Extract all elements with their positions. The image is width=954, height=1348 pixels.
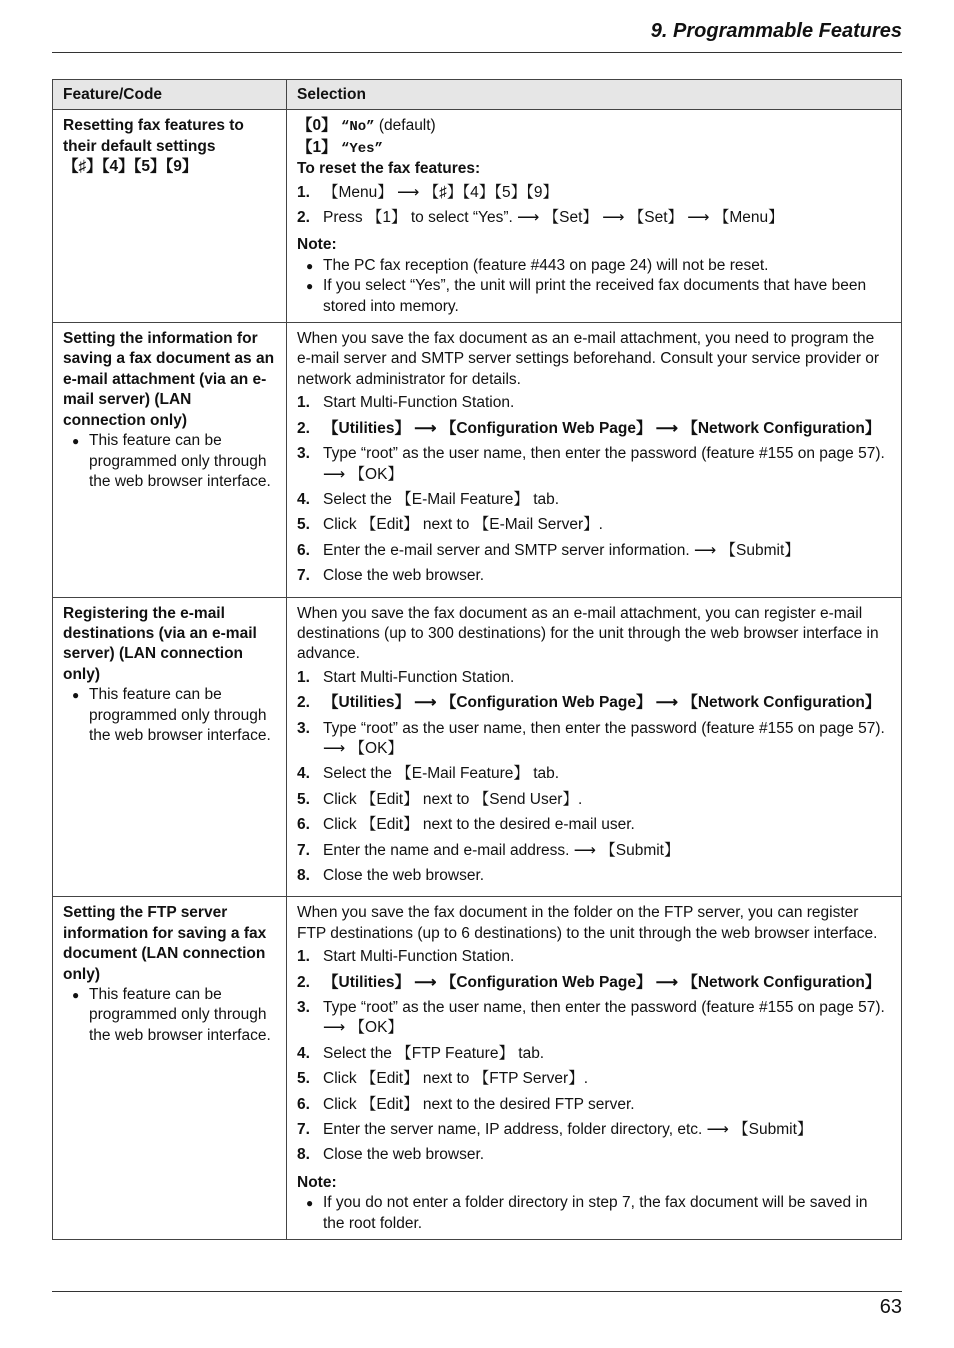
table-row [53, 897, 902, 1240]
table-row [53, 597, 902, 897]
step-text: Select the 【E-Mail Feature】 tab. [323, 490, 560, 508]
feature-cell [53, 597, 287, 897]
feature-code: 【♯】【4】【5】【9】 [63, 158, 198, 176]
step-text: Type “root” as the user name, then enter the password (feature #155 on page 57). ⟶ 【OK】 [323, 999, 885, 1037]
step-number: 4. [297, 1044, 310, 1062]
step-text: 【Utilities】 ⟶ 【Configuration Web Page】 ⟶ 【Network Configuration】 [323, 694, 881, 712]
note-item: ● If you select “Yes”, the unit will print the received fax documents that have been stored into memory. [297, 276, 891, 317]
step-text: 【Menu】 ⟶ 【♯】【4】【5】【9】 [323, 183, 558, 201]
step-number: 8. [297, 1146, 310, 1164]
note-heading: Note: [297, 1173, 337, 1191]
column-header-feature: Feature/Code [53, 80, 287, 110]
step-text: Click 【Edit】 next to 【FTP Server】. [323, 1070, 588, 1088]
procedure-step [297, 973, 891, 993]
step-number: 7. [297, 567, 310, 585]
procedure-step [297, 419, 891, 439]
step-number: 5. [297, 790, 310, 808]
feature-cell [53, 323, 287, 597]
step-number: 3. [297, 445, 310, 463]
intro-text: When you save the fax document in the folder on the FTP server, you can register FTP destinations (up to 6 destinations) to the unit through the web browser interface. [297, 904, 878, 942]
step-number: 2. [297, 973, 310, 991]
table-row [53, 323, 902, 597]
procedure-step [297, 541, 891, 561]
feature-bullet: ● This feature can be programmed only through the web browser interface. [63, 985, 276, 1046]
procedure-step [297, 490, 891, 510]
feature-bullet: ● This feature can be programmed only through the web browser interface. [63, 685, 276, 746]
step-text: Enter the name and e-mail address. ⟶ 【Submit】 [323, 841, 680, 859]
procedure-step [297, 183, 891, 203]
step-number: 2. [297, 694, 310, 712]
step-text: 【Utilities】 ⟶ 【Configuration Web Page】 ⟶ 【Network Configuration】 [323, 419, 881, 437]
step-text: Close the web browser. [323, 567, 485, 585]
option-line [297, 116, 891, 137]
step-text: Start Multi-Function Station. [323, 668, 515, 686]
step-text: Close the web browser. [323, 867, 485, 884]
step-text: Enter the server name, IP address, folder directory, etc. ⟶ 【Submit】 [323, 1121, 813, 1139]
step-text: Close the web browser. [323, 1146, 485, 1164]
column-header-selection: Selection [287, 80, 902, 110]
step-text: Select the 【E-Mail Feature】 tab. [323, 765, 560, 783]
procedure-step [297, 764, 891, 784]
step-number: 2. [297, 419, 310, 437]
procedure-step [297, 693, 891, 713]
step-text: Click 【Edit】 next to 【E-Mail Server】. [323, 516, 603, 534]
step-number: 4. [297, 490, 310, 508]
procedure-step [297, 208, 891, 228]
option-line [297, 138, 891, 159]
procedure-step [297, 1120, 891, 1140]
step-number: 8. [297, 867, 310, 884]
option-suffix: (default) [378, 117, 436, 135]
procedure-heading: To reset the fax features: [297, 160, 481, 178]
note-heading: Note: [297, 236, 337, 254]
selection-cell [287, 897, 902, 1240]
step-text: Start Multi-Function Station. [323, 948, 515, 966]
option-value: “Yes” [340, 140, 383, 157]
step-number: 6. [297, 541, 310, 559]
selection-cell [287, 597, 902, 897]
option-value: “No” [340, 119, 375, 136]
footer-rule [52, 1291, 902, 1292]
procedure-step [297, 1145, 891, 1165]
table-header-row [53, 80, 902, 110]
step-number: 5. [297, 516, 310, 534]
step-text: Type “root” as the user name, then enter the password (feature #155 on page 57). ⟶ 【OK】 [323, 445, 885, 483]
step-text: Click 【Edit】 next to 【Send User】. [323, 790, 583, 808]
table-row [53, 110, 902, 323]
selection-cell [287, 323, 902, 597]
intro-text: When you save the fax document as an e-mail attachment, you can register e-mail destinations (up to 300 destinations) for the unit through the web browser interface in advance. [297, 604, 879, 663]
selection-cell [287, 110, 902, 323]
step-text: Click 【Edit】 next to the desired e-mail user. [323, 816, 635, 834]
note-item: ● The PC fax reception (feature #443 on page 24) will not be reset. [297, 256, 891, 276]
step-number: 1. [297, 183, 310, 201]
procedure-step [297, 790, 891, 810]
procedure-step [297, 566, 891, 586]
step-text: Enter the e-mail server and SMTP server information. ⟶ 【Submit】 [323, 541, 800, 559]
step-number: 6. [297, 1095, 310, 1113]
step-number: 5. [297, 1070, 310, 1088]
procedure-step [297, 515, 891, 535]
procedure-step [297, 668, 891, 688]
step-text: 【Utilities】 ⟶ 【Configuration Web Page】 ⟶ 【Network Configuration】 [323, 973, 881, 991]
procedure-step [297, 947, 891, 967]
procedure-step [297, 1095, 891, 1115]
procedure-step [297, 998, 891, 1039]
step-text: Press 【1】 to select “Yes”. ⟶ 【Set】 ⟶ 【Set】 ⟶ 【Menu】 [323, 209, 784, 227]
step-text: Click 【Edit】 next to the desired FTP server. [323, 1095, 635, 1113]
step-number: 6. [297, 816, 310, 834]
procedure-step [297, 1044, 891, 1064]
procedure-step [297, 393, 891, 413]
step-number: 1. [297, 948, 310, 966]
step-text: Select the 【FTP Feature】 tab. [323, 1044, 545, 1062]
section-title: 9. Programmable Features [650, 20, 902, 42]
step-number: 3. [297, 719, 310, 737]
step-number: 4. [297, 765, 310, 783]
feature-table [52, 79, 902, 1240]
step-number: 7. [297, 841, 310, 859]
step-text: Type “root” as the user name, then enter the password (feature #155 on page 57). ⟶ 【OK】 [323, 719, 885, 757]
note-item: ● If you do not enter a folder directory in step 7, the fax document will be saved in the root folder. [297, 1193, 891, 1234]
step-number: 3. [297, 999, 310, 1017]
option-key: 【1】 [297, 138, 337, 156]
feature-cell [53, 897, 287, 1240]
header-rule [52, 52, 902, 53]
step-number: 1. [297, 668, 310, 686]
intro-text: When you save the fax document as an e-mail attachment, you need to program the e-mail server and SMTP server settings beforehand. Consult your service provider or network administrator for details. [297, 330, 880, 388]
feature-name: Setting the information for saving a fax document as an e-mail attachment (via an e-mail server) (LAN connection only) [63, 330, 275, 429]
procedure-step [297, 1069, 891, 1089]
option-key: 【0】 [297, 117, 337, 135]
step-number: 2. [297, 209, 310, 227]
step-text: Start Multi-Function Station. [323, 394, 515, 412]
procedure-step [297, 444, 891, 485]
procedure-step [297, 841, 891, 861]
feature-name: Resetting fax features to their default settings [63, 117, 244, 155]
step-number: 7. [297, 1121, 310, 1139]
feature-name: Registering the e-mail destinations (via an e-mail server) (LAN connection only) [63, 604, 257, 683]
step-number: 1. [297, 394, 310, 412]
page-number: 63 [879, 1296, 902, 1318]
procedure-step [297, 815, 891, 835]
feature-bullet: ● This feature can be programmed only through the web browser interface. [63, 431, 276, 492]
feature-name: Setting the FTP server information for saving a fax document (LAN connection only) [63, 904, 267, 983]
procedure-step [297, 719, 891, 760]
procedure-step [297, 866, 891, 886]
feature-cell [53, 110, 287, 323]
